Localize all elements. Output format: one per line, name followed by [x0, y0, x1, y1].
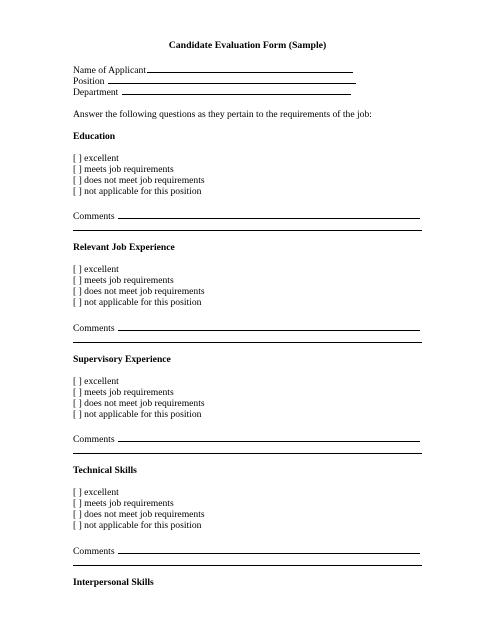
- comments-label: Comments: [73, 323, 115, 334]
- section-heading-education: Education: [73, 131, 116, 142]
- comments-continuation-line[interactable]: [73, 230, 422, 231]
- section-options-supervisory-experience: [73, 376, 205, 420]
- option-meets-requirements[interactable]: [ ] meets job requirements: [73, 275, 174, 286]
- comments-line[interactable]: [118, 209, 420, 219]
- department-label: Department: [73, 87, 119, 98]
- option-does-not-meet[interactable]: [ ] does not meet job requirements: [73, 286, 205, 297]
- comments-continuation-line[interactable]: [73, 453, 422, 454]
- applicant-name-line[interactable]: [147, 63, 353, 73]
- form-title: Candidate Evaluation Form (Sample): [168, 40, 327, 51]
- comments-continuation-line[interactable]: [73, 565, 422, 566]
- option-not-applicable[interactable]: [ ] not applicable for this position: [73, 186, 202, 197]
- option-excellent[interactable]: [ ] excellent: [73, 487, 119, 498]
- option-meets-requirements[interactable]: [ ] meets job requirements: [73, 387, 174, 398]
- section-heading-supervisory-experience: Supervisory Experience: [73, 354, 171, 365]
- comments-line[interactable]: [118, 321, 420, 331]
- comments-label: Comments: [73, 546, 115, 557]
- option-excellent[interactable]: [ ] excellent: [73, 264, 119, 275]
- option-meets-requirements[interactable]: [ ] meets job requirements: [73, 498, 174, 509]
- instruction-text: Answer the following questions as they pertain to the requirements of the job:: [73, 109, 372, 120]
- position-label: Position: [73, 76, 105, 87]
- position-line[interactable]: [108, 74, 356, 84]
- comments-row[interactable]: [73, 432, 420, 445]
- option-not-applicable[interactable]: [ ] not applicable for this position: [73, 297, 202, 308]
- department-line[interactable]: [122, 85, 351, 95]
- option-does-not-meet[interactable]: [ ] does not meet job requirements: [73, 398, 205, 409]
- comments-line[interactable]: [118, 544, 420, 554]
- section-options-job-experience: [73, 264, 205, 308]
- comments-row[interactable]: [73, 321, 420, 334]
- option-does-not-meet[interactable]: [ ] does not meet job requirements: [73, 509, 205, 520]
- department-field[interactable]: [73, 85, 351, 98]
- option-meets-requirements[interactable]: [ ] meets job requirements: [73, 164, 174, 175]
- option-does-not-meet[interactable]: [ ] does not meet job requirements: [73, 175, 205, 186]
- comments-row[interactable]: [73, 544, 420, 557]
- option-not-applicable[interactable]: [ ] not applicable for this position: [73, 520, 202, 531]
- section-options-education: [73, 153, 205, 197]
- option-not-applicable[interactable]: [ ] not applicable for this position: [73, 409, 202, 420]
- section-options-technical-skills: [73, 487, 205, 531]
- option-excellent[interactable]: [ ] excellent: [73, 153, 119, 164]
- comments-continuation-line[interactable]: [73, 342, 422, 343]
- comments-line[interactable]: [118, 432, 420, 442]
- comments-label: Comments: [73, 211, 115, 222]
- section-heading-technical-skills: Technical Skills: [73, 465, 137, 476]
- comments-row[interactable]: [73, 209, 420, 222]
- section-heading-job-experience: Relevant Job Experience: [73, 242, 175, 253]
- applicant-name-label: Name of Applicant: [73, 65, 146, 76]
- comments-label: Comments: [73, 434, 115, 445]
- option-excellent[interactable]: [ ] excellent: [73, 376, 119, 387]
- section-heading-interpersonal-skills: Interpersonal Skills: [73, 577, 154, 588]
